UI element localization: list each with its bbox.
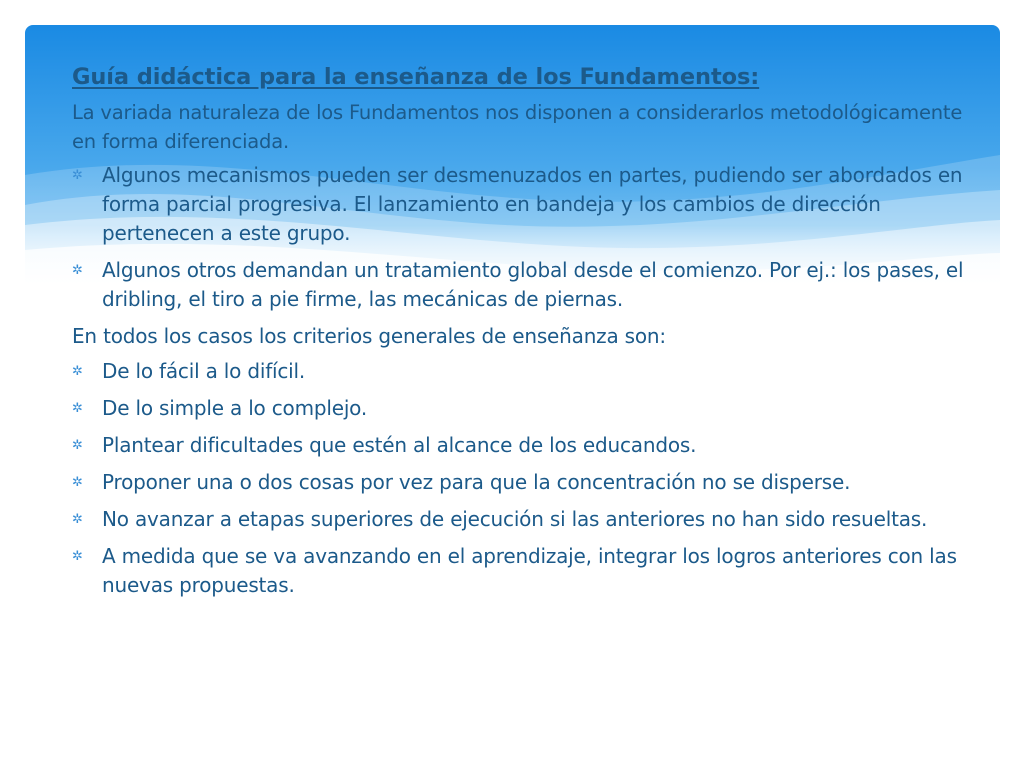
- list-item-text: Algunos mecanismos pueden ser desmenuzados en partes, pudiendo ser abordados en forma parcial progresiva. El lanzamiento en bandeja y los cambios de dirección pertenecen a este grupo.: [102, 163, 963, 245]
- list-item: [72, 394, 977, 423]
- slide-title: Guía didáctica para la enseñanza de los Fundamentos:: [72, 64, 760, 90]
- list-item: [72, 161, 977, 248]
- asterisk-bullet-icon: ✲: [72, 364, 83, 379]
- bullet-list-mechanisms: [72, 161, 977, 314]
- bullet-list-criteria: [72, 357, 977, 600]
- list-item: [72, 256, 977, 314]
- asterisk-bullet-icon: ✲: [72, 401, 83, 416]
- list-item: [72, 468, 977, 497]
- list-item-text: Proponer una o dos cosas por vez para que la concentración no se disperse.: [102, 470, 851, 494]
- asterisk-bullet-icon: ✲: [72, 549, 83, 564]
- list-item-text: Plantear dificultades que estén al alcance de los educandos.: [102, 433, 697, 457]
- asterisk-bullet-icon: ✲: [72, 512, 83, 527]
- slide-content: [72, 60, 977, 608]
- list-item: [72, 431, 977, 460]
- asterisk-bullet-icon: ✲: [72, 168, 83, 183]
- list-item-text: A medida que se va avanzando en el aprendizaje, integrar los logros anteriores con las nuevas propuestas.: [102, 544, 957, 597]
- list-item: [72, 505, 977, 534]
- intro-paragraph: La variada naturaleza de los Fundamentos nos disponen a considerarlos metodológicamente en forma diferenciada.: [72, 101, 963, 153]
- list-item-text: No avanzar a etapas superiores de ejecución si las anteriores no han sido resueltas.: [102, 507, 928, 531]
- asterisk-bullet-icon: ✲: [72, 475, 83, 490]
- list-item: [72, 542, 977, 600]
- list-item-text: De lo simple a lo complejo.: [102, 396, 368, 420]
- list-item-text: Algunos otros demandan un tratamiento global desde el comienzo. Por ej.: los pases, el dribling, el tiro a pie firme, las mecánicas de piernas.: [102, 258, 964, 311]
- list-item-text: De lo fácil a lo difícil.: [102, 359, 306, 383]
- asterisk-bullet-icon: ✲: [72, 263, 83, 278]
- criteria-heading: En todos los casos los criterios generales de enseñanza son:: [72, 324, 666, 348]
- list-item: [72, 357, 977, 386]
- asterisk-bullet-icon: ✲: [72, 438, 83, 453]
